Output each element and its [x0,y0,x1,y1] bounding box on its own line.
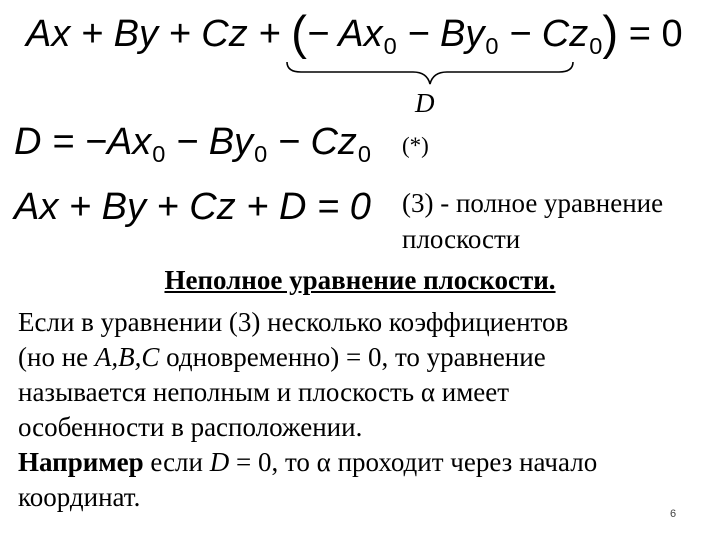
eq2-term-c: − Cz [267,121,357,163]
eq1-lhs: Ax + By + Cz + [26,13,281,55]
para-line-5-pre: если [143,447,210,477]
para-line-5-bold: Например [18,447,144,477]
equation-3-note-line2: плоскости [402,224,521,254]
underbrace [285,60,575,86]
eq1-open-paren: ( [291,6,307,60]
eq2-term-a: D = −Ax [14,121,152,163]
eq1-term-b: − By [396,13,485,55]
para-line-1: Если в уравнении (3) несколько коэффициентов [18,307,569,337]
eq1-sub-a: 0 [383,33,397,60]
eq1-term-a: − Ax [306,13,383,55]
eq1-sub-b: 0 [485,33,499,60]
eq1-close-paren: ) [602,6,619,60]
para-line-5-post: = 0, то α проходит через начало [229,447,598,477]
section-heading [0,262,720,298]
para-line-2 [18,340,718,375]
para-line-6: координат. [18,482,141,512]
eq2-sub-b: 0 [254,141,268,168]
section-heading-text: Неполное уравнение плоскости. [164,265,556,295]
equation-plane-complete: Ax + By + Cz + D = 0 [14,186,371,228]
equation-3-note [402,185,663,257]
equation-3-note-line1: (3) - полное уравнение [402,188,664,218]
para-line-4: особенности в расположении. [18,412,363,442]
brace-label: D [415,88,435,118]
equation-d-definition [14,118,371,170]
para-line-2-vars: A,B,C [94,342,160,372]
para-line-2-pre: (но не [18,342,95,372]
page-number: 6 [670,508,677,520]
eq1-rhs: = 0 [628,13,683,55]
para-line-5-var: D [209,447,230,477]
equation-marker-star: (*) [402,133,429,158]
para-line-2-post: одновременно) = 0, то уравнение [159,342,546,372]
para-line-3: называется неполным и плоскость α имеет [18,377,510,407]
eq2-sub-c: 0 [357,141,372,168]
eq2-sub-a: 0 [152,141,166,168]
para-line-5 [18,445,718,480]
body-paragraph [18,305,718,515]
eq1-term-c: − Cz [498,13,589,55]
equation-general-form [26,6,683,62]
eq1-sub-c: 0 [589,33,603,60]
eq2-term-b: − By [165,121,254,163]
